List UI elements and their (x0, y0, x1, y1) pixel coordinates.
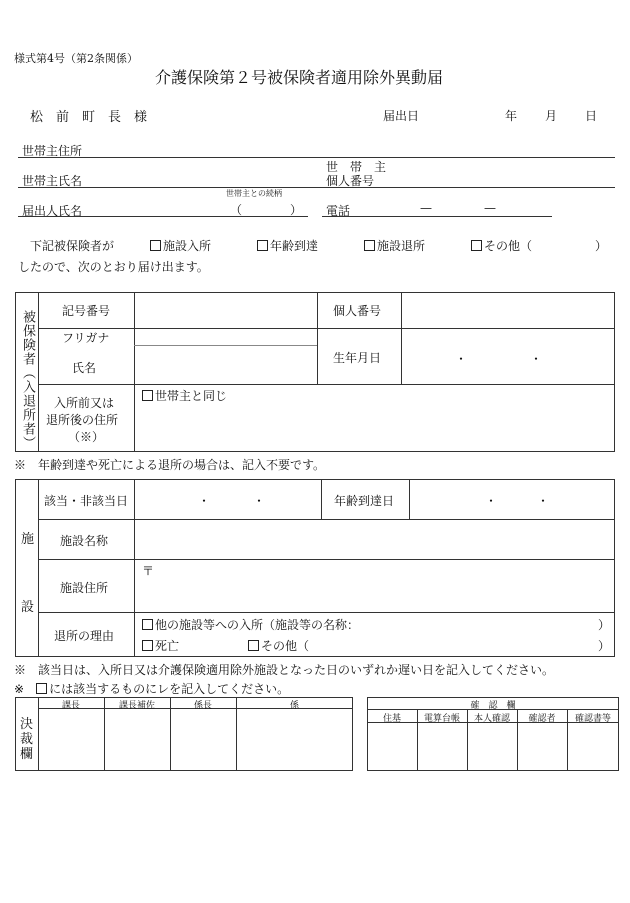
address-label-2: 退所後の住所 (46, 413, 119, 427)
note-3-text: には該当するものにレを記入してください。 (49, 682, 290, 696)
facility-address-label: 施設住所 (60, 581, 109, 595)
opt-enter[interactable] (150, 237, 211, 254)
confirm-col-juki: 住基 (382, 714, 401, 724)
phone-dash-1: — (420, 201, 432, 215)
facility-name-label: 施設名称 (60, 534, 109, 548)
same-as-head-label: 世帯主と同じ (155, 389, 228, 403)
facility-address-field[interactable] (136, 561, 613, 611)
reporter-name-line[interactable] (18, 216, 308, 217)
approval-label-2: 裁 (20, 732, 34, 747)
note-1: ※ 年齢到達や死亡による退所の場合は、記入不要です。 (14, 458, 326, 472)
phone-label: 電話 (326, 204, 351, 218)
approval-col-section-head: 係長 (193, 701, 212, 711)
household-address-line[interactable] (18, 157, 615, 158)
approval-label-3: 欄 (20, 747, 34, 762)
form-number: 様式第4号（第2条関係） (14, 52, 138, 65)
facility-section-label-2: 設 (21, 600, 35, 615)
approval-col-staff: 係 (289, 701, 299, 711)
address-label-3: （※） (68, 430, 105, 444)
applicable-date-label: 該当・非該当日 (44, 494, 129, 508)
year-label: 年 (505, 109, 518, 123)
confirm-col-ledger: 電算台帳 (423, 714, 460, 724)
name-label: 氏名 (72, 361, 97, 375)
age-dot-2: ・ (537, 494, 550, 508)
confirmation-title: 確 認 欄 (470, 701, 516, 711)
head-mynumber-label-2: 個人番号 (326, 174, 375, 188)
reason-other-label: その他（ (261, 639, 310, 653)
symbol-number-field[interactable] (136, 294, 315, 326)
checkbox-icon (36, 683, 47, 694)
checkbox-icon (364, 240, 375, 251)
approval-col-chief: 課長 (61, 701, 80, 711)
opt-exit[interactable] (364, 237, 425, 254)
confirm-col-identity: 本人確認 (473, 714, 510, 724)
birth-dot-2: ・ (530, 352, 543, 366)
applicable-dot-2: ・ (253, 494, 266, 508)
phone-dash-2: — (484, 201, 496, 215)
opt-age[interactable] (257, 237, 318, 254)
phone-line[interactable] (322, 216, 552, 217)
checkbox-icon (142, 619, 153, 630)
reason-close-2: ） (598, 639, 611, 653)
household-head-name-label: 世帯主氏名 (22, 174, 83, 188)
age-date-label: 年齢到達日 (334, 494, 395, 508)
address-label-1: 入所前又は (54, 396, 115, 410)
note-3-prefix: ※ (14, 682, 37, 696)
facility-section-label-1: 施 (21, 532, 35, 547)
checkbox-icon (471, 240, 482, 251)
reason-other-facility-label: 他の施設等への入所（施設等の名称： (155, 618, 360, 632)
postal-mark: 〒 (142, 564, 155, 578)
furigana-label: フリガナ (62, 331, 110, 345)
name-field[interactable] (136, 347, 315, 383)
applicable-dot-1: ・ (198, 494, 211, 508)
facility-name-field[interactable] (136, 521, 613, 558)
checkbox-icon (257, 240, 268, 251)
age-dot-1: ・ (485, 494, 498, 508)
reporter-name-label: 届出人氏名 (22, 204, 83, 218)
household-head-name-line[interactable] (18, 187, 615, 188)
same-as-head-option[interactable] (142, 387, 227, 404)
checkbox-icon (142, 640, 153, 651)
filing-date-label: 届出日 (383, 109, 420, 123)
exit-reason-label: 退所の理由 (54, 629, 115, 643)
confirm-col-checker: 確認者 (528, 714, 556, 724)
intro-line2: したので、次のとおり届け出ます。 (18, 260, 209, 274)
note-2: ※ 該当日は、入所日又は介護保険適用除外施設となった日のいずれか遅い日を記入してください。 (14, 663, 555, 677)
opt-exit-label: 施設退所 (377, 239, 426, 253)
reason-other[interactable] (248, 637, 309, 654)
approval-label-1: 決 (20, 717, 34, 732)
reason-death[interactable] (142, 637, 179, 654)
checkbox-icon (150, 240, 161, 251)
insured-section-label: 被保険者（入退所者） (20, 310, 35, 450)
relation-close: ） (290, 203, 303, 217)
reason-close-1: ） (598, 618, 611, 632)
opt-other[interactable] (471, 237, 532, 254)
personal-number-label: 個人番号 (333, 304, 382, 318)
opt-enter-label: 施設入所 (163, 239, 212, 253)
checkbox-icon (142, 390, 153, 401)
reason-death-label: 死亡 (155, 639, 180, 653)
relation-label: 世帯主との続柄 (226, 189, 282, 198)
addressee: 松 前 町 長 様 (30, 110, 148, 125)
note-3 (14, 680, 289, 697)
head-mynumber-label-1: 世 帯 主 (326, 160, 387, 174)
household-address-label: 世帯主住所 (22, 144, 83, 158)
form-title: 介護保険第２号被保険者適用除外異動届 (155, 68, 444, 87)
opt-other-label: その他（ (484, 239, 533, 253)
intro-prefix: 下記被保険者が (30, 239, 115, 253)
birth-dot-1: ・ (455, 352, 468, 366)
personal-number-field[interactable] (403, 294, 613, 326)
opt-other-close: ） (595, 239, 608, 253)
checkbox-icon (248, 640, 259, 651)
confirm-col-documents: 確認書等 (574, 714, 611, 724)
relation-open: （ (230, 203, 243, 217)
approval-col-deputy: 課長補佐 (118, 701, 155, 711)
furigana-field[interactable] (136, 329, 315, 344)
birthdate-label: 生年月日 (333, 351, 382, 365)
symbol-number-label: 記号番号 (62, 304, 111, 318)
day-label: 日 (585, 109, 598, 123)
opt-age-label: 年齢到達 (270, 239, 319, 253)
reason-other-facility[interactable] (142, 616, 359, 633)
month-label: 月 (545, 109, 558, 123)
